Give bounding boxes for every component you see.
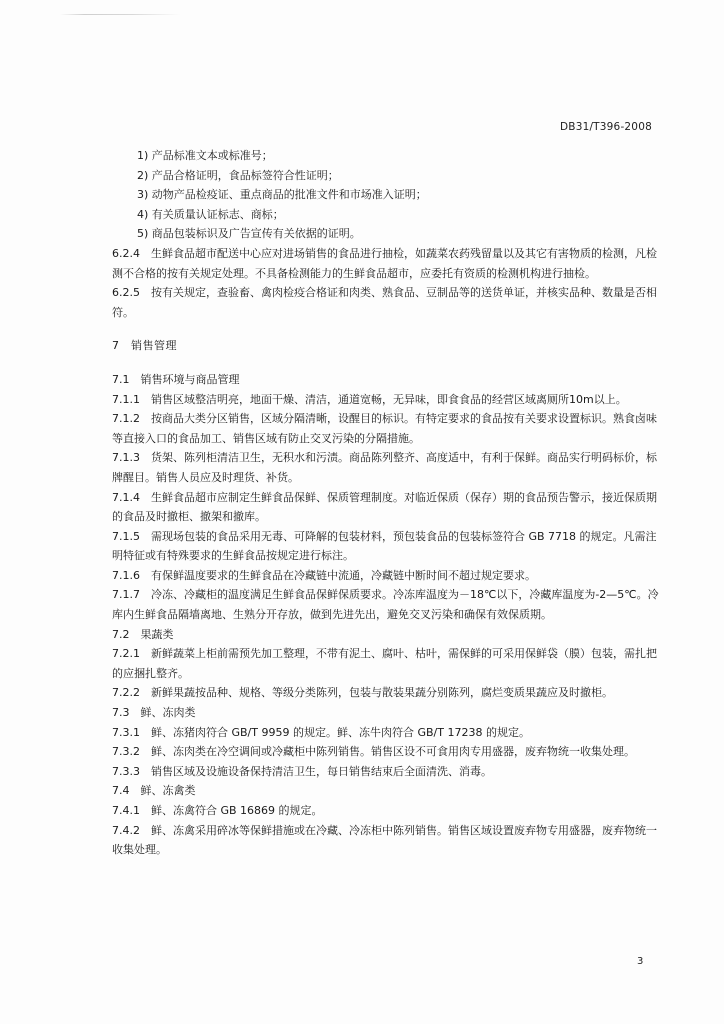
clause-7-4-2: 7.4.2 鲜、冻禽采用碎冰等保鲜措施或在冷藏、冷冻柜中陈列销售。销售区域设置废弃物专用盛器，废弃物统一收集处理。 (112, 823, 657, 857)
subsection-heading-7-2: 7.2 果蔬类 (112, 627, 174, 641)
list-item: 1) 产品标准文本或标准号； (137, 149, 273, 162)
clause-7-2-1: 7.2.1 新鲜蔬菜上柜前需预先加工整理，不带有泥土、腐叶、枯叶，需保鲜的可采用保鲜袋（膜）包装，需扎把的应捆扎整齐。 (112, 647, 657, 680)
subsection-heading-7-1: 7.1 销售环境与商品管理 (112, 372, 240, 386)
list-item: 2) 产品合格证明，食品标签符合性证明； (137, 168, 339, 182)
clause-7-1-5: 7.1.5 需现场包装的食品采用无毒、可降解的包装材料，预包装食品的包装标签符合 GB 7718 的规定。凡需注明特征或有特殊要求的生鲜食品按规定进行标注。 (112, 529, 657, 563)
clause-7-1-2: 7.1.2 按商品大类分区销售，区域分隔清晰，设醒目的标识。有特定要求的食品按有关要求设置标识。熟食卤味等直接入口的食品加工、销售区域有防止交叉污染的分隔措施。 (112, 412, 657, 445)
clause-7-1-6: 7.1.6 有保鲜温度要求的生鲜食品在冷藏链中流通，冷藏链中断时间不超过规定要求。 (112, 568, 536, 582)
page-number: 3 (637, 956, 644, 967)
clause-7-3-1: 7.3.1 鲜、冻猪肉符合 GB/T 9959 的规定。鲜、冻牛肉符合 GB/T 17238 的规定。 (112, 725, 530, 739)
clause-6-2-4: 6.2.4 生鲜食品超市配送中心应对进场销售的食品进行抽检，如蔬菜农药残留量以及其它有害物质的检测，凡检测不合格的按有关规定处理。不具备检测能力的生鲜食品超市，应委托有资质的检测机构进行抽检。 (112, 246, 657, 280)
section-heading-7: 7 销售管理 (112, 339, 177, 353)
clause-7-3-3: 7.3.3 销售区域及设施设备保持清洁卫生，每日销售结束后全面清洗、消毒。 (112, 764, 492, 778)
clause-7-1-7: 7.1.7 冷冻、冷藏柜的温度满足生鲜食品保鲜保质要求。冷冻库温度为－18℃以下，冷藏库温度为-2—5℃。冷库内生鲜食品隔墙离地、生熟分开存放，做到先进先出，避免交叉污染和确保有效保质期。 (112, 588, 659, 622)
list-item: 3) 动物产品检疫证、重点商品的批准文件和市场准入证明； (137, 188, 427, 202)
scan-artifact (60, 14, 180, 15)
clause-6-2-5: 6.2.5 按有关规定，查验畜、禽肉检疫合格证和肉类、熟食品、豆制品等的送货单证，并核实品种、数量是否相符。 (112, 286, 657, 319)
subsection-heading-7-3: 7.3 鲜、冻肉类 (112, 706, 196, 720)
clause-7-4-1: 7.4.1 鲜、冻禽符合 GB 16869 的规定。 (112, 804, 323, 817)
document-number: DB31/T396-2008 (560, 121, 652, 133)
subsection-heading-7-4: 7.4 鲜、冻禽类 (112, 784, 196, 798)
document-body (112, 146, 660, 860)
list-item: 4) 有关质量认证标志、商标； (137, 207, 284, 221)
clause-7-1-4: 7.1.4 生鲜食品超市应制定生鲜食品保鲜、保质管理制度。对临近保质（保存）期的食品预告警示，接近保质期的食品及时撤柜、撤架和撤库。 (112, 490, 657, 524)
clause-7-1-1: 7.1.1 销售区域整洁明亮，地面干燥、清洁，通道宽畅，无异味，即食食品的经营区域离厕所10m以上。 (112, 392, 627, 406)
list-item: 5) 商品包装标识及广告宣传有关依据的证明。 (137, 227, 361, 241)
clause-7-2-2: 7.2.2 新鲜果蔬按品种、规格、等级分类陈列，包装与散装果蔬分别陈列，腐烂变质果蔬应及时撤柜。 (112, 686, 613, 700)
clause-7-3-2: 7.3.2 鲜、冻肉类在冷空调间或冷藏柜中陈列销售。销售区设不可食用肉专用盛器，废弃物统一收集处理。 (112, 745, 635, 759)
clause-7-1-3: 7.1.3 货架、陈列柜清洁卫生，无积水和污渍。商品陈列整齐、高度适中，有利于保鲜。商品实行明码标价，标牌醒目。销售人员应及时理货、补货。 (112, 451, 657, 484)
